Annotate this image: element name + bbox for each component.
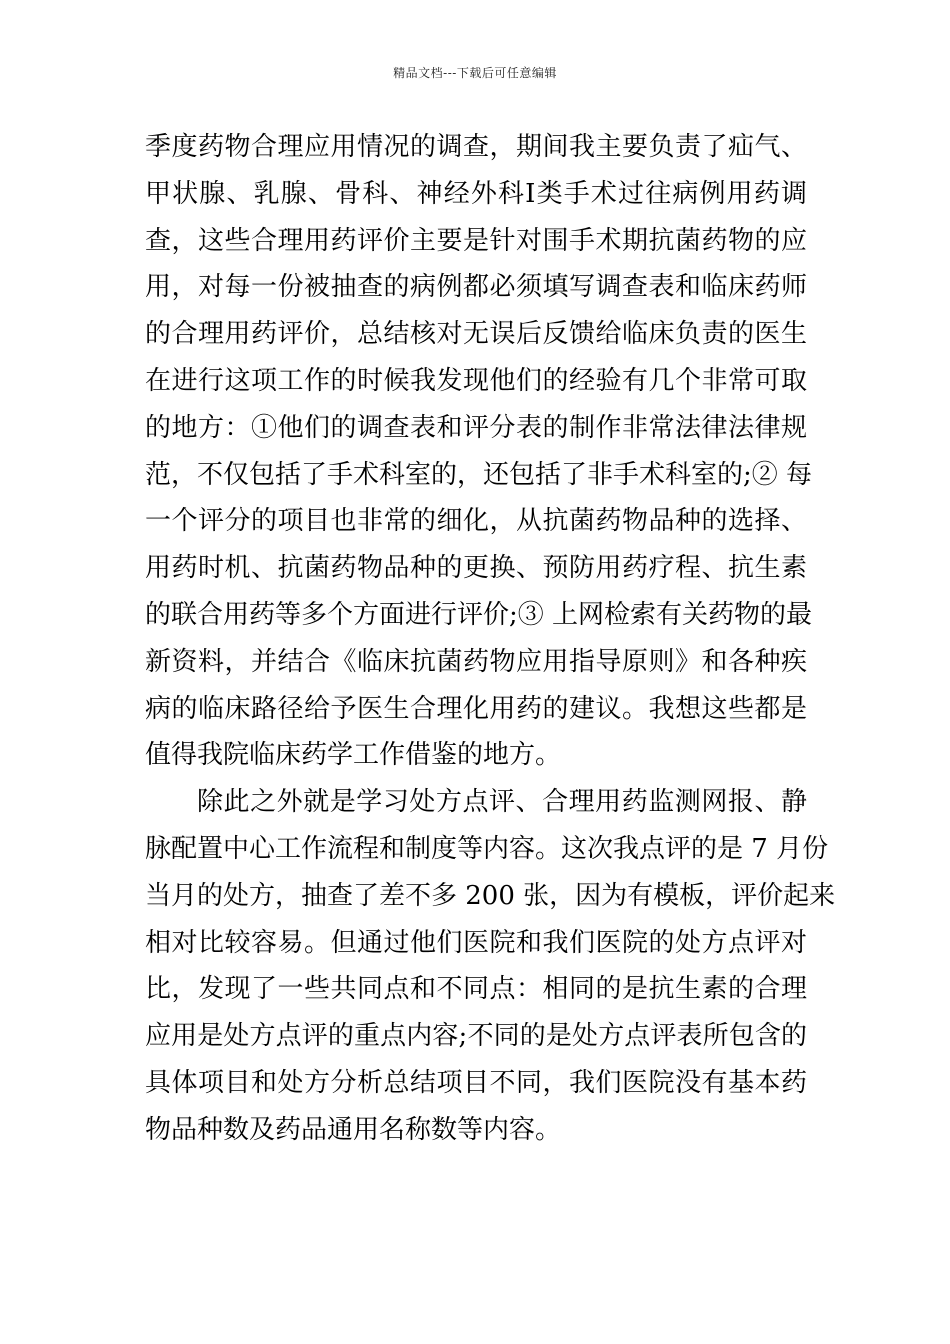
- text-line: 甲状腺、乳腺、骨科、神经外科Ⅰ类手术过往病例用药调: [145, 178, 807, 209]
- text-line: 一个评分的项目也非常的细化，从抗菌药物品种的选择、: [145, 506, 807, 537]
- document-body: [145, 124, 836, 1154]
- text-line: 在进行这项工作的时候我发现他们的经验有几个非常可取: [145, 365, 807, 396]
- text-line: 查，这些合理用药评价主要是针对围手术期抗菌药物的应: [145, 225, 807, 256]
- text-line: 的合理用药评价，总结核对无误后反馈给临床负责的医生: [145, 319, 807, 350]
- text-line: 的联合用药等多个方面进行评价;③ 上网检索有关药物的最: [145, 599, 813, 630]
- text-line: 季度药物合理应用情况的调查，期间我主要负责了疝气、: [145, 132, 807, 162]
- text-line: 的地方：①他们的调查表和评分表的制作非常法律法律规: [145, 412, 807, 443]
- text-line: 相对比较容易。但通过他们医院和我们医院的处方点评对: [145, 927, 807, 958]
- text-line: 应用是处方点评的重点内容;不同的是处方点评表所包含的: [145, 1021, 807, 1052]
- text-line: 用药时机、抗菌药物品种的更换、预防用药疗程、抗生素: [145, 553, 807, 584]
- text-line: 具体项目和处方分析总结项目不同，我们医院没有基本药: [145, 1067, 807, 1098]
- text-line: 范，不仅包括了手术科室的，还包括了非手术科室的;② 每: [145, 459, 813, 490]
- text-line: 比，发现了一些共同点和不同点：相同的是抗生素的合理: [145, 974, 807, 1005]
- text-line: 值得我院临床药学工作借鉴的地方。: [145, 740, 562, 771]
- paragraph: [145, 779, 836, 1153]
- text-line: 物品种数及药品通用名称数等内容。: [145, 1114, 562, 1145]
- text-line: 除此之外就是学习处方点评、合理用药监测网报、静: [197, 787, 807, 818]
- text-line: 新资料，并结合《临床抗菌药物应用指导原则》和各种疾: [145, 646, 807, 677]
- text-line: 当月的处方，抽查了差不多 200 张，因为有模板，评价起来: [145, 880, 836, 911]
- text-line: 用，对每一份被抽查的病例都必须填写调查表和临床药师: [145, 272, 807, 303]
- page-header: 精品文档---下载后可任意编辑: [393, 66, 557, 80]
- text-line: 脉配置中心工作流程和制度等内容。这次我点评的是 7 月份: [145, 833, 829, 864]
- text-line: 病的临床路径给予医生合理化用药的建议。我想这些都是: [145, 693, 807, 724]
- paragraph: [145, 124, 813, 779]
